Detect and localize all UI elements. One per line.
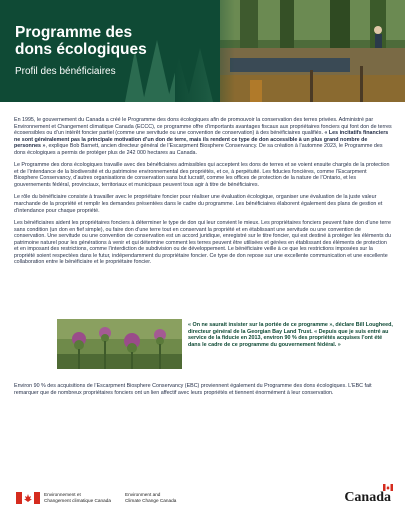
dept-en-line-1: Environment and (124, 492, 161, 497)
canada-wordmark: Canada (344, 490, 391, 505)
intro-text: En 1995, le gouvernement du Canada a créé le Programme des dons écologiques afin de promouvoir la conservation des terres privées. Administré par Environnement et Changement climatique Canada (ECCC), ce programme offre d’importants avantages fiscaux aux propriétaires fonciers qui font don de terres écosensibles ou d’un intérêt foncier partiel (comme une servitude ou une convention de conservation) à des bénéficiaires qualifiés. (14, 117, 392, 137)
department-name-en (125, 492, 176, 503)
page-title (15, 24, 147, 58)
paragraph-ebc: Environ 90 % des acquisitions de l’Escarpment Biosphere Conservancy (EBC) proviennent également du Programme des dons écologiques. L’EBC fait remarquer que de nombreux propriétaires fonciers ont un lien affectif avec leurs propriétés et tiennent énormément à leur conservation. (14, 383, 372, 396)
header-banner (0, 0, 405, 102)
dept-fr-line-2: Changement climatique Canada (44, 497, 111, 503)
intro-quote: « Les incitatifs financiers ne sont généralement pas la principale motivation d’un don de terre, mais ils rendent ce type de don accessible à un plus grand nombre de personnes » (14, 130, 389, 150)
canada-flag-icon (16, 492, 40, 504)
title-line-1: Programme des (15, 24, 133, 41)
page-subtitle: Profil des bénéficiaires (15, 66, 116, 77)
dept-en-line-2: Climate Change Canada (124, 497, 177, 503)
wetland-photo (220, 0, 405, 102)
pull-quote: « On ne saurait insister sur la portée de ce programme », déclare Bill Lougheed, directeur général de la Georgian Bay Land Trust. « Depuis que je suis entré au service de la fiducie en 2013, environ 90 % des propriétés acquises l’ont été dans le cadre de ce programme du gouvernement fédéral. » (188, 322, 393, 348)
dept-fr-line-1: Environnement et (44, 492, 81, 497)
intro-text-end: , explique Bob Barnett, ancien directeur général de l’Escarpment Biosphere Conservancy. De sa création à l’automne 2023, le Programme des dons écologiques a permis de protéger plus de 242 000 hectares au Canada. (14, 143, 383, 156)
department-name-fr (44, 492, 111, 503)
thistle-photo (57, 319, 182, 369)
body-text (14, 117, 392, 272)
paragraph-beneficiaries: Le Programme des dons écologiques travaille avec des bénéficiaires admissibles qui acceptent les dons de terres et se voient ensuite chargés de la protection et de l’intendance de la biodiversité et du patrimoine environnemental des propriétés, et ce, à perpétuité. Les fiducies foncières, comme l’Escarpment Biosphere Conservancy, d’autres organisations de conservation sans but lucratif, comme les offices de protection de la nature de l’Ontario, et les gouvernements fédéral, provinciaux, territoriaux et municipaux peuvent tous agir à titre de bénéficiaires. (14, 162, 390, 188)
title-line-2: dons écologiques (15, 41, 147, 58)
paragraph-gift-types: Les bénéficiaires aident les propriétaires fonciers à déterminer le type de don qui leur convient le mieux. Les propriétaires fonciers peuvent faire don d’une terre sans condition (un don en fief simple), ou faire don d’une terre tout en conservant la propriété et en établissant une servitude ou une convention de conservation. Une servitude ou une convention de conservation est un accord juridique, enregistré sur le titre foncier, qui est destiné à protéger les éléments du patrimoine naturel pour les générations à venir et qui détermine comment les terres peuvent être utilisées et gérées en établissant des éléments de protection et en imposant des restrictions, comme l’interdiction de subdivision ou de développement. Le bénéficiaire veille à ce que les restrictions imposées sur la propriété soient respectées dans le futur, indépendamment du propriétaire foncier. Ce type de don repose sur une excellente communication et une excellente collaboration entre le bénéficiaire et le propriétaire foncier. (14, 220, 391, 266)
paragraph-role: Le rôle du bénéficiaire consiste à travailler avec le propriétaire foncier pour réaliser une évaluation écologique, organiser une évaluation de la juste valeur marchande de la propriété et remplir les demandes présentées dans le cadre du programme. Les bénéficiaires élaborent également des plans de gestion et d’intendance pour chaque propriété. (14, 194, 383, 214)
government-signature (16, 492, 176, 504)
header-gradient (175, 0, 235, 102)
paragraph-intro (14, 117, 392, 156)
